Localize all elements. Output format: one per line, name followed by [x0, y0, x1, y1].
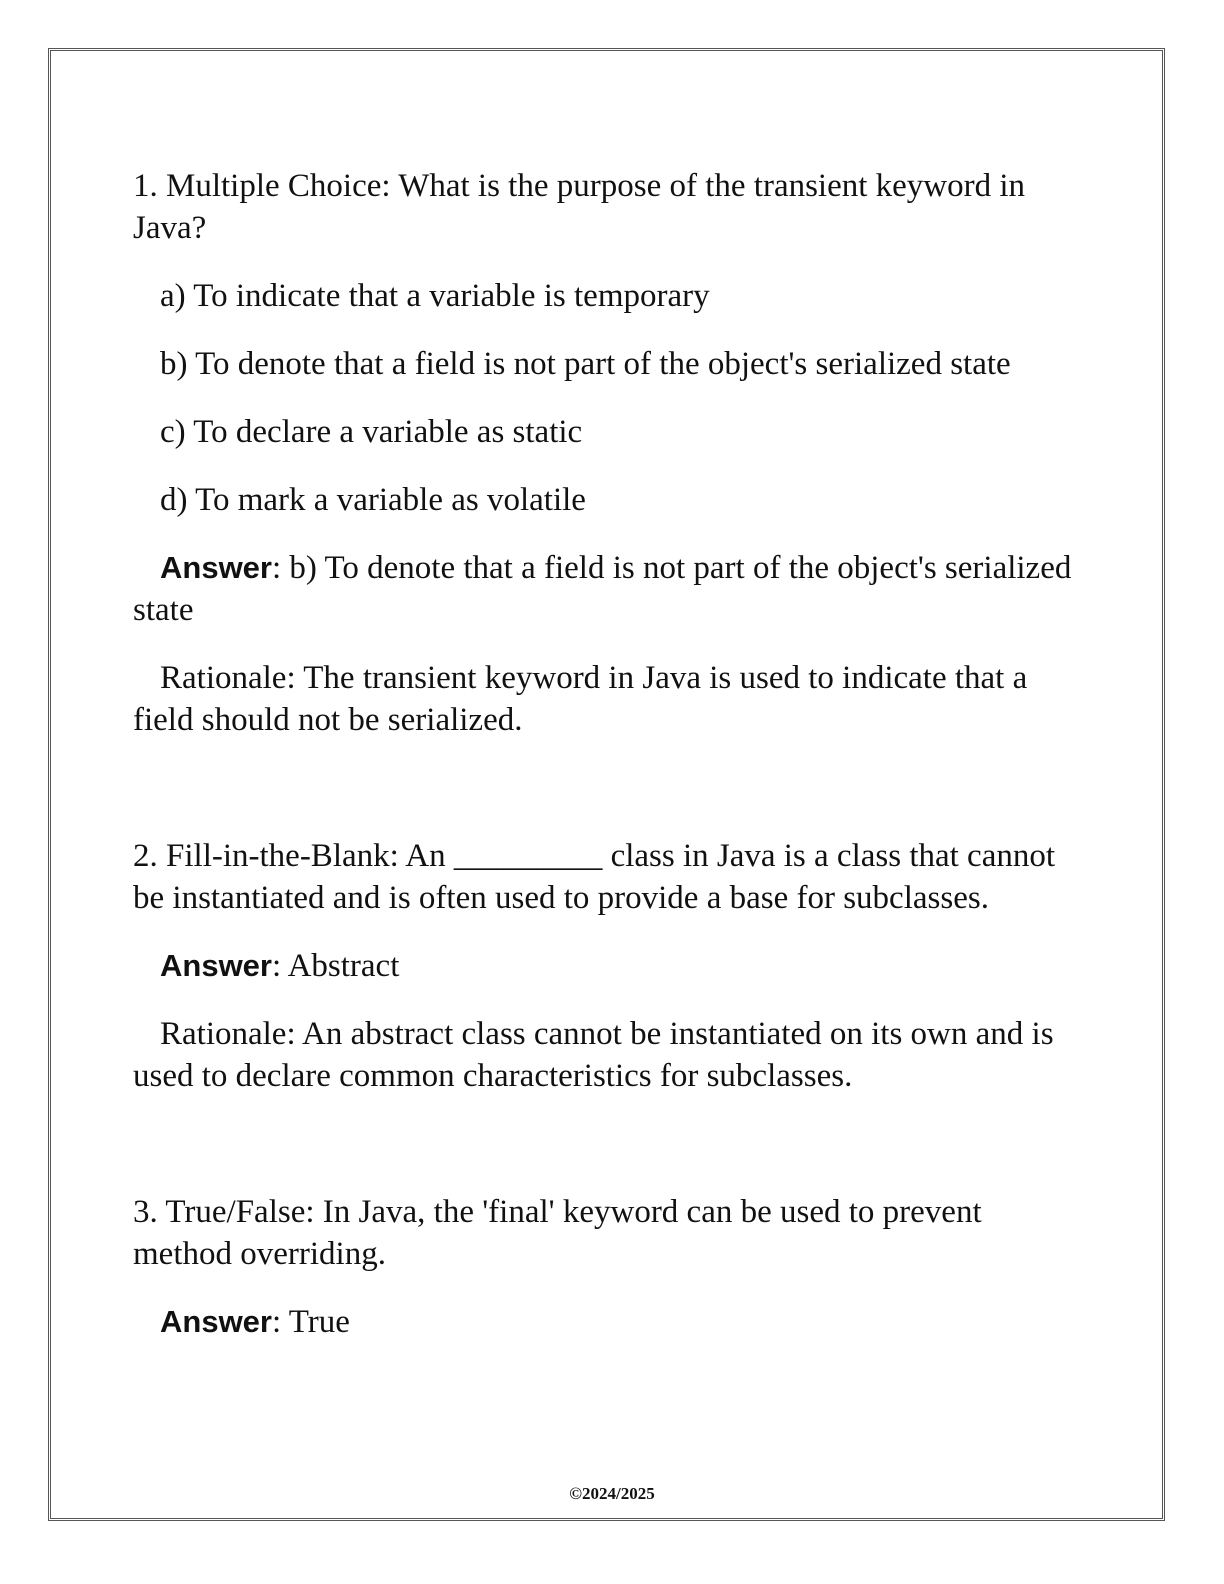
answer-label: Answer: [160, 1304, 272, 1339]
answer-text: : True: [271, 1304, 350, 1340]
question-block: [133, 835, 1083, 1097]
question-text: 3. True/False: In Java, the 'final' keyword can be used to prevent method overriding.: [133, 1194, 982, 1272]
option-c: c) To declare a variable as static: [160, 414, 583, 450]
option-b: b) To denote that a field is not part of the object's serialized state: [160, 346, 1011, 382]
section-spacer: [133, 1123, 1083, 1191]
section-spacer: [133, 767, 1083, 835]
question-block: [133, 1191, 1083, 1343]
question-text: 2. Fill-in-the-Blank: An _________ class in Java is a class that cannot be instantiated and is often used to provide a base for subclasses.: [133, 838, 1056, 916]
answer-label: Answer: [160, 948, 272, 983]
option-a: a) To indicate that a variable is temporary: [160, 278, 710, 314]
copyright-footer: ©2024/2025: [569, 1484, 655, 1503]
question-block: [133, 165, 1083, 741]
answer-text: : b) To denote that a field is not part of the object's serialized state: [133, 550, 1072, 628]
rationale-text: Rationale: The transient keyword in Java is used to indicate that a field should not be serialized.: [133, 660, 1028, 738]
answer-text: : Abstract: [271, 948, 400, 984]
question-text: 1. Multiple Choice: What is the purpose of the transient keyword in Java?: [133, 168, 1026, 246]
answer-line: [133, 1301, 1083, 1343]
option-d: d) To mark a variable as volatile: [160, 482, 586, 518]
answer-label: Answer: [160, 550, 272, 585]
answer-line: [133, 547, 1083, 631]
rationale-text: Rationale: An abstract class cannot be instantiated on its own and is used to declare common characteristics for subclasses.: [133, 1016, 1054, 1094]
answer-line: [133, 945, 1083, 987]
document-body: [133, 165, 1083, 1369]
